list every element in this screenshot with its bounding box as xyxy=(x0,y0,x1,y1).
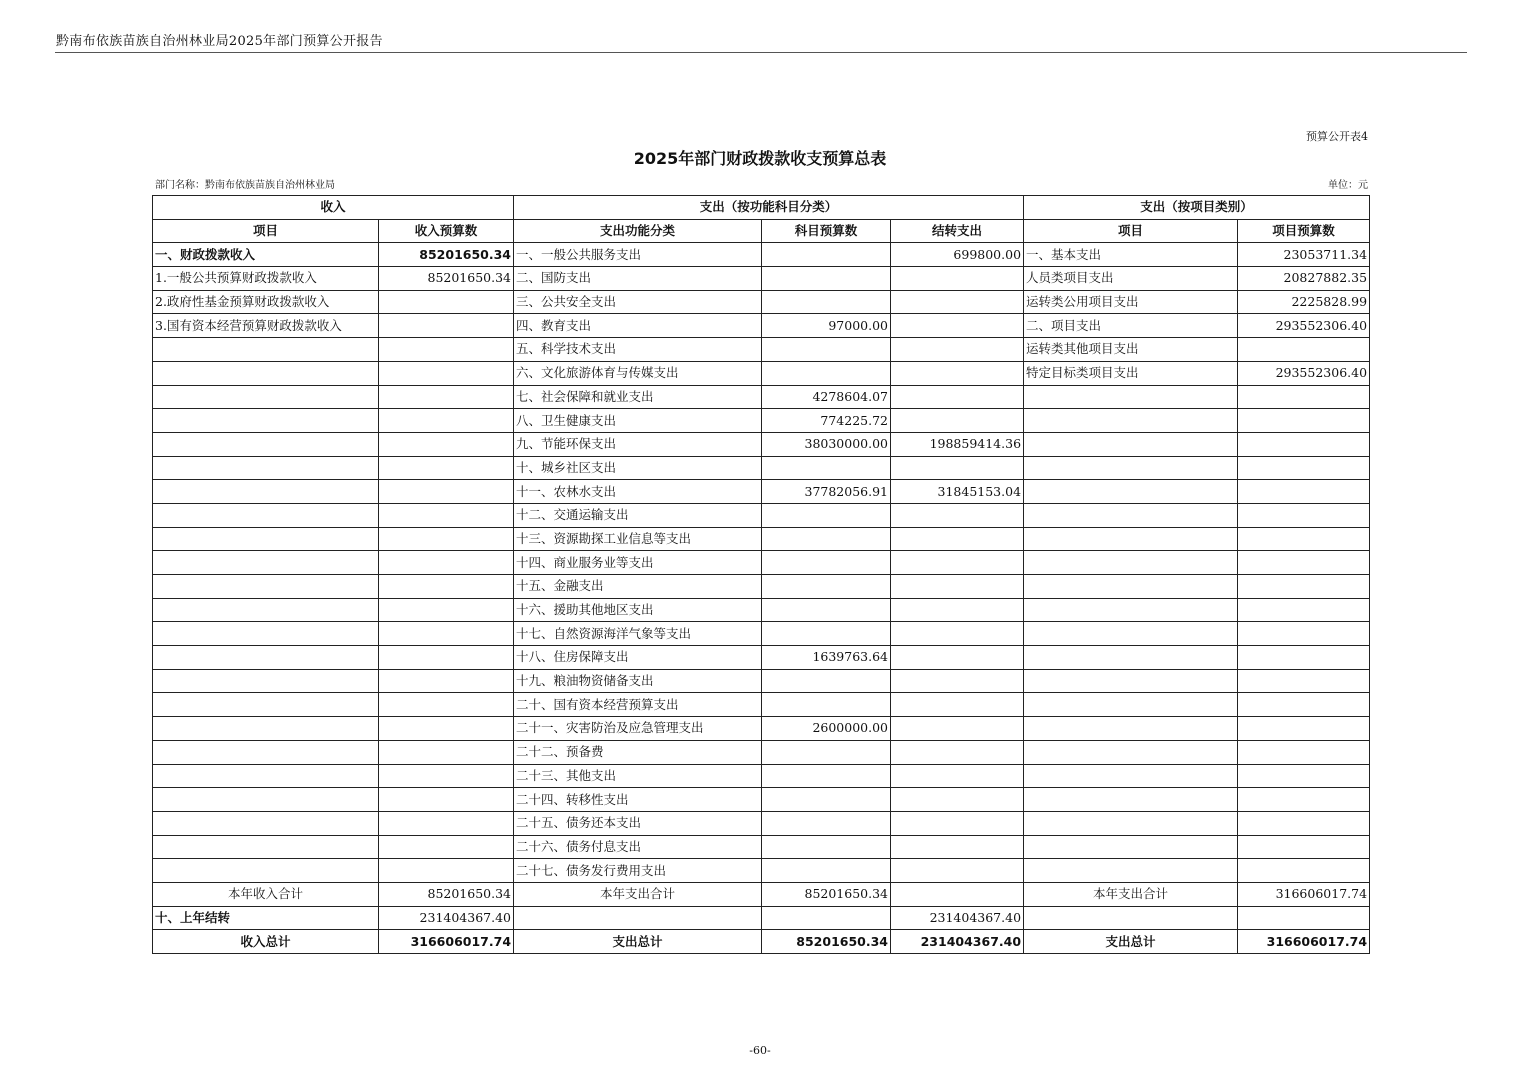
table-row xyxy=(153,338,1370,362)
income-item-cell xyxy=(153,646,379,670)
project-budget-cell: 23053711.34 xyxy=(1238,243,1370,267)
project-cell: 特定目标类项目支出 xyxy=(1024,361,1238,385)
income-amount-cell xyxy=(379,693,514,717)
project-cell xyxy=(1024,622,1238,646)
subject-budget-cell xyxy=(762,859,891,883)
carryover-cell xyxy=(891,527,1024,551)
table-row xyxy=(153,693,1370,717)
function-class-cell: 四、教育支出 xyxy=(514,314,762,338)
carryover-cell xyxy=(891,361,1024,385)
project-budget-cell: 293552306.40 xyxy=(1238,361,1370,385)
income-item-cell xyxy=(153,693,379,717)
project-cell xyxy=(1024,788,1238,812)
income-amount-cell xyxy=(379,575,514,599)
table-row xyxy=(153,740,1370,764)
project-budget-cell: 2225828.99 xyxy=(1238,290,1370,314)
income-item-cell xyxy=(153,811,379,835)
project-cell xyxy=(1024,835,1238,859)
function-class-cell: 一、一般公共服务支出 xyxy=(514,243,762,267)
income-item-cell xyxy=(153,598,379,622)
expense-total-label: 支出总计 xyxy=(514,930,762,954)
project-cell xyxy=(1024,527,1238,551)
col-header-carryover: 结转支出 xyxy=(891,219,1024,243)
table-row xyxy=(153,385,1370,409)
carryover-cell xyxy=(891,409,1024,433)
carryover-cell xyxy=(891,290,1024,314)
table-row xyxy=(153,267,1370,291)
carryover-cell xyxy=(891,503,1024,527)
function-class-cell: 二十、国有资本经营预算支出 xyxy=(514,693,762,717)
function-class-cell: 二十一、灾害防治及应急管理支出 xyxy=(514,717,762,741)
subject-budget-cell xyxy=(762,764,891,788)
subject-budget-cell xyxy=(762,598,891,622)
income-amount-cell xyxy=(379,314,514,338)
project-cell xyxy=(1024,409,1238,433)
income-amount-cell xyxy=(379,646,514,670)
table-row xyxy=(153,527,1370,551)
project-budget-cell xyxy=(1238,551,1370,575)
table-body xyxy=(153,243,1370,883)
subject-budget-cell: 4278604.07 xyxy=(762,385,891,409)
expense-project-group-header: 支出（按项目类别） xyxy=(1024,196,1370,220)
income-item-cell xyxy=(153,480,379,504)
project-budget-cell xyxy=(1238,338,1370,362)
income-amount-cell xyxy=(379,551,514,575)
income-item-cell xyxy=(153,503,379,527)
income-amount-cell xyxy=(379,669,514,693)
income-amount-cell xyxy=(379,527,514,551)
carryover-cell xyxy=(891,385,1024,409)
function-class-cell: 七、社会保障和就业支出 xyxy=(514,385,762,409)
carryover-cell: 699800.00 xyxy=(891,243,1024,267)
expense-subtotal-label: 本年支出合计 xyxy=(514,882,762,906)
unit-label: 单位：元 xyxy=(1328,180,1368,191)
income-item-cell: 一、财政拨款收入 xyxy=(153,243,379,267)
project-budget-cell xyxy=(1238,669,1370,693)
income-amount-cell xyxy=(379,788,514,812)
subject-budget-cell xyxy=(762,243,891,267)
table-row xyxy=(153,243,1370,267)
income-amount-cell xyxy=(379,740,514,764)
function-class-cell: 十、城乡社区支出 xyxy=(514,456,762,480)
column-header-row xyxy=(153,219,1370,243)
carryover-subtotal-amount xyxy=(891,882,1024,906)
carryover-cell xyxy=(891,693,1024,717)
income-item-cell xyxy=(153,764,379,788)
function-class-cell: 十四、商业服务业等支出 xyxy=(514,551,762,575)
project-budget-cell: 293552306.40 xyxy=(1238,314,1370,338)
income-amount-cell xyxy=(379,622,514,646)
project-cell xyxy=(1024,551,1238,575)
group-header-row xyxy=(153,196,1370,220)
project-cell: 一、基本支出 xyxy=(1024,243,1238,267)
prior-year-amount: 231404367.40 xyxy=(379,906,514,930)
function-class-cell: 三、公共安全支出 xyxy=(514,290,762,314)
grand-total-row xyxy=(153,930,1370,954)
col-header-item: 项目 xyxy=(153,219,379,243)
function-class-cell: 九、节能环保支出 xyxy=(514,432,762,456)
income-item-cell xyxy=(153,717,379,741)
income-item-cell xyxy=(153,669,379,693)
carryover-cell xyxy=(891,835,1024,859)
department-name: 部门名称：黔南布依族苗族自治州林业局 xyxy=(155,180,335,191)
function-class-cell: 二十六、债务付息支出 xyxy=(514,835,762,859)
income-item-cell xyxy=(153,432,379,456)
project-cell xyxy=(1024,764,1238,788)
project-cell xyxy=(1024,740,1238,764)
income-item-cell xyxy=(153,409,379,433)
subject-budget-cell: 97000.00 xyxy=(762,314,891,338)
carryover-cell xyxy=(891,740,1024,764)
table-number-label: 预算公开表4 xyxy=(1306,130,1368,143)
prior-year-carryover-amount: 231404367.40 xyxy=(891,906,1024,930)
income-item-cell xyxy=(153,338,379,362)
income-item-cell xyxy=(153,456,379,480)
income-item-cell: 2.政府性基金预算财政拨款收入 xyxy=(153,290,379,314)
project-total-label: 支出总计 xyxy=(1024,930,1238,954)
income-amount-cell xyxy=(379,835,514,859)
income-amount-cell xyxy=(379,503,514,527)
project-budget-cell xyxy=(1238,835,1370,859)
carryover-cell xyxy=(891,314,1024,338)
subject-budget-cell xyxy=(762,693,891,717)
carryover-cell xyxy=(891,646,1024,670)
subject-budget-cell xyxy=(762,290,891,314)
project-budget-cell xyxy=(1238,575,1370,599)
col-header-function-class: 支出功能分类 xyxy=(514,219,762,243)
project-cell xyxy=(1024,456,1238,480)
prior-year-carryover-row xyxy=(153,906,1370,930)
project-budget-cell xyxy=(1238,764,1370,788)
budget-summary-table xyxy=(152,195,1370,954)
table-row xyxy=(153,575,1370,599)
carryover-cell xyxy=(891,575,1024,599)
table-row xyxy=(153,361,1370,385)
subject-budget-cell xyxy=(762,338,891,362)
function-class-cell: 二十三、其他支出 xyxy=(514,764,762,788)
income-amount-cell: 85201650.34 xyxy=(379,267,514,291)
income-amount-cell xyxy=(379,432,514,456)
income-item-cell xyxy=(153,859,379,883)
project-budget-cell xyxy=(1238,527,1370,551)
table-row xyxy=(153,456,1370,480)
subtotal-row xyxy=(153,882,1370,906)
function-class-cell: 十六、援助其他地区支出 xyxy=(514,598,762,622)
project-cell: 运转类其他项目支出 xyxy=(1024,338,1238,362)
subject-budget-cell xyxy=(762,527,891,551)
subject-budget-cell xyxy=(762,835,891,859)
carryover-cell xyxy=(891,551,1024,575)
subject-budget-cell xyxy=(762,811,891,835)
project-cell xyxy=(1024,717,1238,741)
function-class-cell: 十七、自然资源海洋气象等支出 xyxy=(514,622,762,646)
table-row xyxy=(153,480,1370,504)
col-header-income-budget: 收入预算数 xyxy=(379,219,514,243)
function-class-cell: 八、卫生健康支出 xyxy=(514,409,762,433)
expense-function-group-header: 支出（按功能科目分类） xyxy=(514,196,1024,220)
project-cell xyxy=(1024,669,1238,693)
income-amount-cell xyxy=(379,717,514,741)
page-number: -60- xyxy=(749,1044,771,1057)
subject-budget-cell: 2600000.00 xyxy=(762,717,891,741)
income-amount-cell xyxy=(379,409,514,433)
carryover-cell xyxy=(891,456,1024,480)
carryover-cell xyxy=(891,267,1024,291)
prior-year-label: 十、上年结转 xyxy=(153,906,379,930)
income-item-cell xyxy=(153,835,379,859)
table-row xyxy=(153,717,1370,741)
subject-budget-cell: 774225.72 xyxy=(762,409,891,433)
project-cell: 运转类公用项目支出 xyxy=(1024,290,1238,314)
project-cell xyxy=(1024,811,1238,835)
project-budget-cell xyxy=(1238,717,1370,741)
project-cell xyxy=(1024,693,1238,717)
project-budget-cell xyxy=(1238,432,1370,456)
header-divider xyxy=(55,52,1467,53)
carryover-cell xyxy=(891,338,1024,362)
function-class-cell: 二十五、债务还本支出 xyxy=(514,811,762,835)
project-budget-cell xyxy=(1238,859,1370,883)
table-row xyxy=(153,290,1370,314)
table-row xyxy=(153,432,1370,456)
table-row xyxy=(153,598,1370,622)
income-item-cell xyxy=(153,740,379,764)
function-class-cell: 十二、交通运输支出 xyxy=(514,503,762,527)
income-total-amount: 316606017.74 xyxy=(379,930,514,954)
col-header-project-budget: 项目预算数 xyxy=(1238,219,1370,243)
project-cell xyxy=(1024,575,1238,599)
table-row xyxy=(153,835,1370,859)
project-cell xyxy=(1024,598,1238,622)
table-row xyxy=(153,409,1370,433)
project-budget-cell xyxy=(1238,740,1370,764)
subject-budget-cell xyxy=(762,456,891,480)
empty-cell xyxy=(1024,906,1238,930)
income-amount-cell xyxy=(379,598,514,622)
income-total-label: 收入总计 xyxy=(153,930,379,954)
col-header-subject-budget: 科目预算数 xyxy=(762,219,891,243)
income-item-cell xyxy=(153,788,379,812)
income-item-cell: 1.一般公共预算财政拨款收入 xyxy=(153,267,379,291)
income-subtotal-amount: 85201650.34 xyxy=(379,882,514,906)
col-header-project: 项目 xyxy=(1024,219,1238,243)
carryover-cell xyxy=(891,717,1024,741)
project-cell xyxy=(1024,432,1238,456)
project-budget-cell xyxy=(1238,480,1370,504)
project-budget-cell xyxy=(1238,598,1370,622)
income-amount-cell xyxy=(379,456,514,480)
function-class-cell: 十八、住房保障支出 xyxy=(514,646,762,670)
function-class-cell: 二、国防支出 xyxy=(514,267,762,291)
table-row xyxy=(153,859,1370,883)
function-class-cell: 二十七、债务发行费用支出 xyxy=(514,859,762,883)
carryover-total-amount: 231404367.40 xyxy=(891,930,1024,954)
project-cell xyxy=(1024,385,1238,409)
project-budget-cell: 20827882.35 xyxy=(1238,267,1370,291)
project-budget-cell xyxy=(1238,409,1370,433)
project-budget-cell xyxy=(1238,622,1370,646)
carryover-cell: 31845153.04 xyxy=(891,480,1024,504)
carryover-cell xyxy=(891,669,1024,693)
table-row xyxy=(153,622,1370,646)
subject-subtotal-amount: 85201650.34 xyxy=(762,882,891,906)
carryover-cell: 198859414.36 xyxy=(891,432,1024,456)
table-row xyxy=(153,764,1370,788)
carryover-cell xyxy=(891,788,1024,812)
page-title: 2025年部门财政拨款收支预算总表 xyxy=(633,149,887,168)
project-total-amount: 316606017.74 xyxy=(1238,930,1370,954)
income-amount-cell xyxy=(379,290,514,314)
carryover-cell xyxy=(891,811,1024,835)
subject-budget-cell: 38030000.00 xyxy=(762,432,891,456)
project-cell: 人员类项目支出 xyxy=(1024,267,1238,291)
subject-total-amount: 85201650.34 xyxy=(762,930,891,954)
subject-budget-cell xyxy=(762,740,891,764)
project-budget-cell xyxy=(1238,385,1370,409)
function-class-cell: 二十二、预备费 xyxy=(514,740,762,764)
project-subtotal-label: 本年支出合计 xyxy=(1024,882,1238,906)
project-cell xyxy=(1024,646,1238,670)
subject-budget-cell xyxy=(762,575,891,599)
subject-budget-cell xyxy=(762,622,891,646)
table-row xyxy=(153,314,1370,338)
project-budget-cell xyxy=(1238,646,1370,670)
income-amount-cell xyxy=(379,385,514,409)
project-subtotal-amount: 316606017.74 xyxy=(1238,882,1370,906)
table-row xyxy=(153,669,1370,693)
function-class-cell: 六、文化旅游体育与传媒支出 xyxy=(514,361,762,385)
project-budget-cell xyxy=(1238,693,1370,717)
project-cell xyxy=(1024,480,1238,504)
function-class-cell: 十三、资源勘探工业信息等支出 xyxy=(514,527,762,551)
empty-cell xyxy=(1238,906,1370,930)
income-amount-cell xyxy=(379,764,514,788)
project-budget-cell xyxy=(1238,503,1370,527)
table-row xyxy=(153,646,1370,670)
function-class-cell: 二十四、转移性支出 xyxy=(514,788,762,812)
project-budget-cell xyxy=(1238,456,1370,480)
income-amount-cell xyxy=(379,859,514,883)
function-class-cell: 十一、农林水支出 xyxy=(514,480,762,504)
empty-cell xyxy=(762,906,891,930)
income-amount-cell xyxy=(379,338,514,362)
income-amount-cell xyxy=(379,480,514,504)
project-cell xyxy=(1024,503,1238,527)
income-amount-cell xyxy=(379,361,514,385)
carryover-cell xyxy=(891,622,1024,646)
carryover-cell xyxy=(891,598,1024,622)
carryover-cell xyxy=(891,859,1024,883)
income-item-cell xyxy=(153,361,379,385)
subject-budget-cell xyxy=(762,361,891,385)
income-amount-cell xyxy=(379,811,514,835)
function-class-cell: 五、科学技术支出 xyxy=(514,338,762,362)
subject-budget-cell xyxy=(762,551,891,575)
project-cell xyxy=(1024,859,1238,883)
subject-budget-cell: 1639763.64 xyxy=(762,646,891,670)
subject-budget-cell xyxy=(762,788,891,812)
income-amount-cell: 85201650.34 xyxy=(379,243,514,267)
income-group-header: 收入 xyxy=(153,196,514,220)
carryover-cell xyxy=(891,764,1024,788)
income-subtotal-label: 本年收入合计 xyxy=(153,882,379,906)
function-class-cell: 十九、粮油物资储备支出 xyxy=(514,669,762,693)
project-cell: 二、项目支出 xyxy=(1024,314,1238,338)
income-item-cell xyxy=(153,385,379,409)
income-item-cell: 3.国有资本经营预算财政拨款收入 xyxy=(153,314,379,338)
table-row xyxy=(153,551,1370,575)
income-item-cell xyxy=(153,622,379,646)
table-row xyxy=(153,788,1370,812)
table-row xyxy=(153,503,1370,527)
project-budget-cell xyxy=(1238,788,1370,812)
table-row xyxy=(153,811,1370,835)
income-item-cell xyxy=(153,551,379,575)
running-header: 黔南布依族苗族自治州林业局2025年部门预算公开报告 xyxy=(56,34,383,49)
project-budget-cell xyxy=(1238,811,1370,835)
subject-budget-cell xyxy=(762,669,891,693)
income-item-cell xyxy=(153,575,379,599)
function-class-cell: 十五、金融支出 xyxy=(514,575,762,599)
income-item-cell xyxy=(153,527,379,551)
empty-cell xyxy=(514,906,762,930)
subject-budget-cell xyxy=(762,267,891,291)
subject-budget-cell xyxy=(762,503,891,527)
subject-budget-cell: 37782056.91 xyxy=(762,480,891,504)
